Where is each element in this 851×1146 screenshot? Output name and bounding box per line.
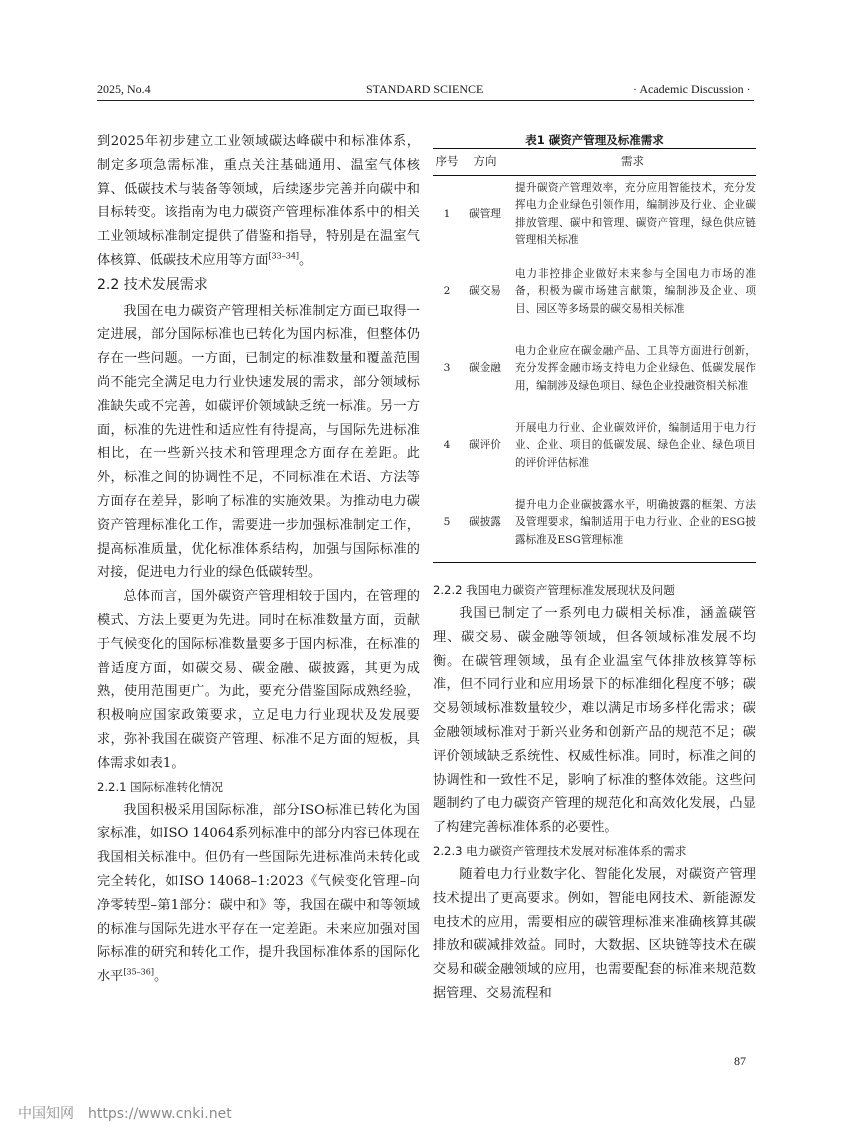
watermark-footer [18, 1103, 232, 1123]
table-title: 表1 碳资产管理及标准需求 [525, 133, 664, 147]
paragraph: 随着电力行业数字化、智能化发展，对碳资产管理技术提出了更高要求。例如，智能电网技术、新能源发电技术的应用，需要相应的碳管理标准来准确核算其碳排放和碳减排效益。同时，大数据、区块链等技术在碳交易和碳金融领域的应用，也需要配套的标准来规范数据管理、交易流程和 [433, 866, 756, 1001]
row-direction: 碳交易 [469, 285, 501, 298]
table-row [433, 176, 756, 254]
table-row [433, 254, 756, 331]
citation[interactable]: [33–34] [268, 251, 300, 261]
paragraph: 到2025年初步建立工业领域碳达峰碳中和标准体系，制定多项急需标准，重点关注基础通用、温室气体核算、低碳技术与装备等领域，后续逐步完善并向碳中和目标转变。该指南为电力碳资产管理标准体系中的相关工业领域标准制定提供了借鉴和指导，特别是在温室气体核算、低碳技术应用等方面[33–34]。 [97, 134, 420, 268]
header-section: · Academic Discussion · [633, 82, 751, 96]
table-row [433, 331, 756, 408]
header-rule [97, 100, 754, 101]
row-requirement: 电力非控排企业做好未来参与全国电力市场的准备，积极为碳市场建言献策，编制涉及企业、项目、园区等多场景的碳交易相关标准 [515, 268, 756, 315]
table-row [433, 485, 756, 563]
header-issue: 2025, No.4 [97, 82, 151, 96]
header-journal: STANDARD SCIENCE [366, 82, 484, 96]
table-header-row [433, 149, 756, 176]
header-direction: 方向 [461, 149, 509, 176]
left-column [97, 130, 420, 989]
subsection-heading: 2.2.3 电力碳资产管理技术发展对标准体系的需求 [433, 843, 687, 858]
row-no: 1 [443, 208, 451, 221]
cnki-logo: 中国知网 [18, 1106, 74, 1122]
row-direction: 碳评价 [469, 439, 501, 452]
row-no: 3 [443, 362, 451, 375]
section-heading: 2.2 技术发展需求 [97, 276, 208, 293]
citation[interactable]: [35–36] [123, 967, 154, 977]
subsection-heading: 2.2.2 我国电力碳资产管理标准发展现状及问题 [433, 583, 675, 597]
paragraph: 我国积极采用国际标准，部分ISO标准已转化为国家标准，如ISO 14064系列标准中的部分内容已体现在我国相关标准中。但仍有一些国际先进标准尚未转化或完全转化，如ISO 14068–1:2023《气候变化管理–向净零转型–第1部分：碳中和》等，我国在碳中和等领域的标准与国际先进水平存在一定差距。未来应加强对国际标准的研究和转化工作，提升我国标准体系的国际化水平[35–36]。 [97, 802, 420, 985]
row-requirement: 电力企业应在碳金融产品、工具等方面进行创新，充分发挥金融市场支持电力企业绿色、低碳发展作用，编制涉及绿色项目、绿色企业投融资相关标准 [515, 345, 756, 392]
table-row [433, 408, 756, 485]
row-requirement: 提升电力企业碳披露水平，明确披露的框架、方法及管理要求，编制适用于电力行业、企业的ESG披露标准及ESG管理标准 [509, 485, 756, 563]
paragraph: 总体而言，国外碳资产管理相较于国内，在管理的模式、方法上要更为先进。同时在标准数量方面，贡献于气候变化的国际标准数量要多于国内标准，在标准的普适度方面，如碳交易、碳金融、碳披露，其更为成熟，使用范围更广。为此，要充分借鉴国际成熟经验，积极响应国家政策要求，立足电力行业现状及发展要求，弥补我国在碳资产管理、标准不足方面的短板，具体需求如表1。 [97, 589, 420, 771]
subsection-heading: 2.2.1 国际标准转化情况 [97, 779, 223, 794]
header-requirement: 需求 [509, 149, 756, 176]
row-direction: 碳管理 [469, 208, 501, 221]
row-no: 2 [443, 285, 451, 298]
paragraph: 我国在电力碳资产管理相关标准制定方面已取得一定进展，部分国际标准也已转化为国内标准，但整体仍存在一些问题。一方面，已制定的标准数量和覆盖范围尚不能完全满足电力行业快速发展的需求，部分领域标准缺失或不完善，如碳评价领域缺乏统一标准。另一方面，标准的先进性和适应性有待提高，与国际先进标准相比，在一些新兴技术和管理理念方面存在差距。此外，标准之间的协调性不足，不同标准在术语、方法等方面存在差异，影响了标准的实施效果。为推动电力碳资产管理标准化工作，需要进一步加强标准制定工作，提高标准质量，优化标准体系结构，加强与国际标准的对接，促进电力行业的绿色低碳转型。 [97, 303, 420, 581]
row-direction: 碳金融 [469, 362, 501, 375]
header-no: 序号 [433, 149, 461, 176]
cnki-url[interactable]: https://www.cnki.net [88, 1106, 232, 1122]
row-requirement: 提升碳资产管理效率，充分应用智能技术，充分发挥电力企业绿色引领作用，编制涉及行业、企业碳排放管理、碳中和管理、碳资产管理，绿色供应链管理相关标准 [515, 182, 756, 247]
requirements-table [433, 148, 756, 563]
row-no: 4 [443, 439, 451, 452]
row-direction: 碳披露 [461, 485, 509, 563]
row-requirement: 开展电力行业、企业碳效评价，编制适用于电力行业、企业、项目的低碳发展、绿色企业、绿色项目的评价评估标准 [515, 422, 756, 469]
right-column [433, 579, 756, 1006]
row-no: 5 [433, 485, 461, 563]
paragraph: 我国已制定了一系列电力碳相关标准，涵盖碳管理、碳交易、碳金融等领域，但各领域标准发展不均衡。在碳管理领域，虽有企业温室气体排放核算等标准，但不同行业和应用场景下的标准细化程度不够；碳交易领域标准数量较少，难以满足市场多样化需求；碳金融领域标准对于新兴业务和创新产品的规范不足；碳评价领域缺乏系统性、权威性标准。同时，标准之间的协调性和一致性不足，影响了标准的整体效能。这些问题制约了电力碳资产管理的规范化和高效化发展，凸显了构建完善标准体系的必要性。 [433, 606, 756, 836]
page-number: 87 [734, 1054, 746, 1068]
